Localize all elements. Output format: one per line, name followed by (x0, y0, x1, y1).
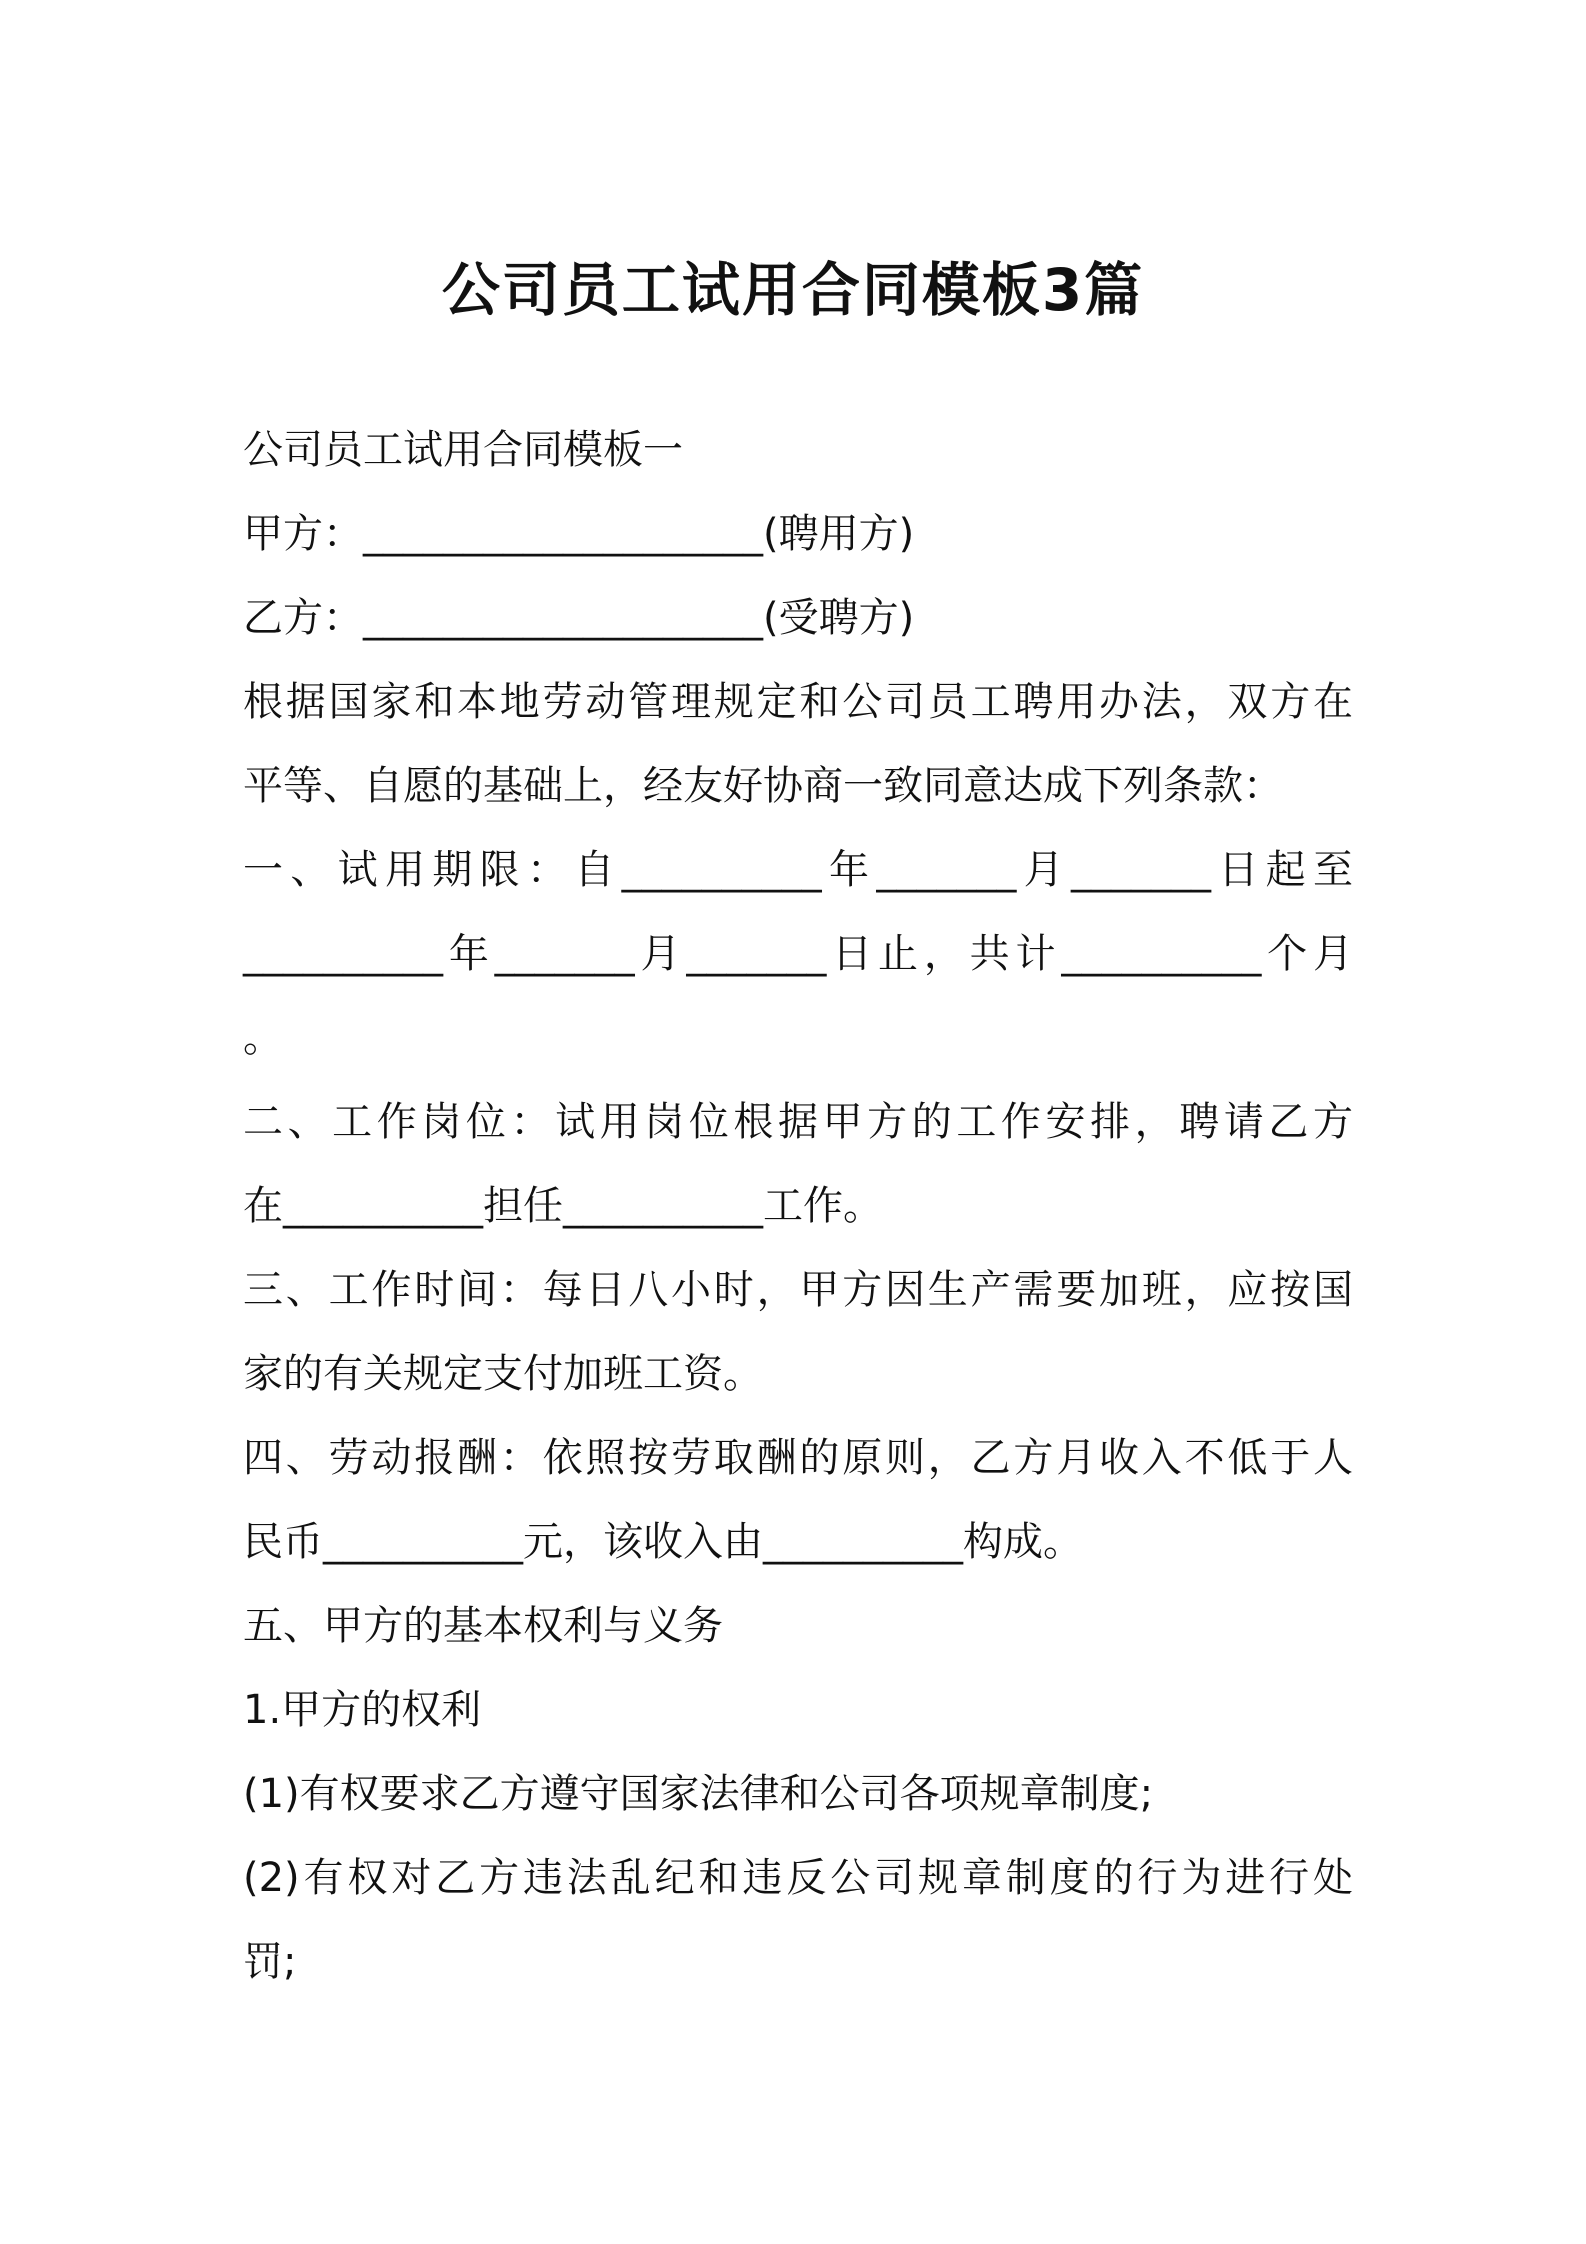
list-item: 罚; (243, 1939, 297, 1985)
clause-probation-line: __________年_______月_______日止，共计__________个月 (243, 931, 1353, 977)
clause-probation-line: 一、试用期限：自__________年_______月_______日起至 (243, 847, 1353, 893)
list-item: (1)有权要求乙方遵守国家法律和公司各项规章制度; (243, 1771, 1154, 1817)
list-item: (2)有权对乙方违法乱纪和违反公司规章制度的行为进行处 (243, 1855, 1353, 1901)
document-body (243, 408, 1353, 2004)
clause-heading: 五、甲方的基本权利与义务 (243, 1603, 723, 1649)
party-a-line: 甲方：____________________(聘用方) (243, 511, 915, 557)
party-b-line: 乙方：____________________(受聘方) (243, 595, 915, 641)
clause-probation-line: 。 (243, 1015, 283, 1061)
clause-position-line: 在__________担任__________工作。 (243, 1183, 883, 1229)
document-title: 公司员工试用合同模板3篇 (441, 256, 1145, 324)
paragraph-line: 平等、自愿的基础上，经友好协商一致同意达成下列条款： (243, 763, 1283, 809)
clause-position-line: 二、工作岗位：试用岗位根据甲方的工作安排，聘请乙方 (243, 1099, 1353, 1145)
clause-pay-line: 四、劳动报酬：依照按劳取酬的原则，乙方月收入不低于人 (243, 1435, 1353, 1481)
clause-pay-line: 民币__________元，该收入由__________构成。 (243, 1519, 1083, 1565)
paragraph-line: 根据国家和本地劳动管理规定和公司员工聘用办法，双方在 (243, 679, 1353, 725)
clause-hours-line: 三、工作时间：每日八小时，甲方因生产需要加班，应按国 (243, 1267, 1353, 1313)
section-heading: 公司员工试用合同模板一 (243, 427, 683, 473)
subclause-heading: 1.甲方的权利 (243, 1687, 482, 1733)
clause-hours-line: 家的有关规定支付加班工资。 (243, 1351, 763, 1397)
